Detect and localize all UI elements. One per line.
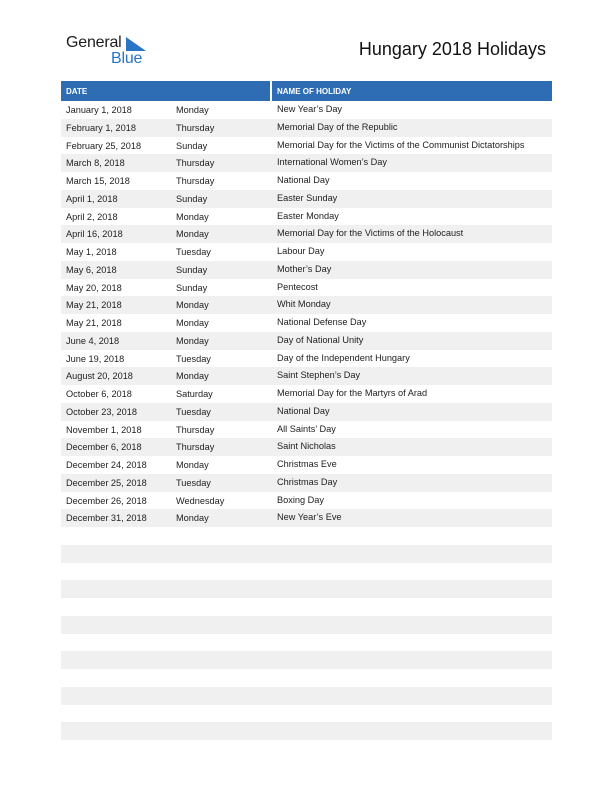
header-divider — [270, 81, 272, 101]
table-row — [61, 421, 552, 439]
holiday-name-cell: National Defense Day — [277, 317, 367, 327]
holiday-name-cell: New Year’s Eve — [277, 512, 342, 523]
table-row — [61, 154, 552, 172]
weekday-cell: Thursday — [176, 158, 215, 169]
table-row — [61, 296, 552, 314]
date-cell: February 1, 2018 — [66, 122, 136, 133]
table-row — [61, 474, 552, 492]
holiday-name-cell: Pentecost — [277, 281, 318, 292]
table-body — [61, 101, 552, 740]
date-cell: June 4, 2018 — [66, 335, 120, 346]
header-holiday-name: NAME OF HOLIDAY — [277, 87, 352, 96]
weekday-cell: Sunday — [176, 264, 208, 275]
table-row — [61, 687, 552, 705]
date-cell: October 6, 2018 — [66, 389, 132, 399]
table-row — [61, 722, 552, 740]
table-row — [61, 580, 552, 598]
date-cell: April 16, 2018 — [66, 229, 123, 240]
holiday-name-cell: All Saints’ Day — [277, 423, 336, 434]
weekday-cell: Monday — [176, 460, 209, 470]
date-cell: May 6, 2018 — [66, 264, 117, 275]
date-cell: November 1, 2018 — [66, 424, 142, 435]
holiday-name-cell: Whit Monday — [277, 299, 331, 310]
holiday-name-cell: Easter Sunday — [277, 192, 338, 203]
table-row — [61, 634, 552, 652]
weekday-cell: Tuesday — [176, 247, 211, 257]
table-row — [61, 705, 552, 723]
weekday-cell: Monday — [176, 513, 209, 524]
logo-general-text: General — [66, 34, 122, 51]
weekday-cell: Sunday — [176, 193, 208, 204]
weekday-cell: Monday — [176, 371, 209, 382]
weekday-cell: Sunday — [176, 282, 208, 293]
table-row — [61, 332, 552, 350]
date-cell: April 1, 2018 — [66, 193, 118, 204]
weekday-cell: Tuesday — [176, 477, 211, 488]
table-row — [61, 101, 552, 119]
table-row — [61, 367, 552, 385]
holiday-name-cell: New Year’s Day — [277, 104, 343, 114]
table-row — [61, 545, 552, 563]
holiday-name-cell: Boxing Day — [277, 494, 324, 505]
holiday-name-cell: Memorial Day of the Republic — [277, 121, 398, 132]
brand-logo — [66, 34, 156, 68]
table-row — [61, 669, 552, 687]
table-header — [61, 81, 552, 101]
table-row — [61, 509, 552, 527]
header-date: DATE — [66, 87, 88, 96]
holiday-name-cell: Memorial Day for the Martyrs of Arad — [277, 388, 428, 398]
weekday-cell: Tuesday — [176, 353, 211, 364]
holiday-table — [61, 81, 552, 740]
date-cell: December 31, 2018 — [66, 513, 147, 524]
date-cell: August 20, 2018 — [66, 371, 133, 382]
table-row — [61, 651, 552, 669]
table-row — [61, 172, 552, 190]
date-cell: June 19, 2018 — [66, 353, 125, 364]
weekday-cell: Monday — [176, 300, 209, 311]
table-row — [61, 492, 552, 510]
weekday-cell: Saturday — [176, 389, 213, 399]
weekday-cell: Thursday — [176, 442, 215, 453]
table-row — [61, 563, 552, 581]
holiday-name-cell: Labour Day — [277, 246, 325, 256]
weekday-cell: Tuesday — [176, 406, 211, 417]
weekday-cell: Wednesday — [176, 495, 225, 506]
table-row — [61, 190, 552, 208]
date-cell: May 1, 2018 — [66, 247, 117, 257]
table-row — [61, 119, 552, 137]
date-cell: December 25, 2018 — [66, 477, 147, 488]
date-cell: May 21, 2018 — [66, 318, 122, 328]
table-row — [61, 403, 552, 421]
date-cell: December 24, 2018 — [66, 460, 147, 470]
weekday-cell: Sunday — [176, 140, 208, 151]
weekday-cell: Monday — [176, 211, 209, 222]
table-row — [61, 350, 552, 368]
holiday-name-cell: Saint Stephen’s Day — [277, 370, 361, 381]
holiday-name-cell: International Women’s Day — [277, 157, 387, 168]
date-cell: March 8, 2018 — [66, 158, 125, 169]
weekday-cell: Thursday — [176, 424, 215, 435]
date-cell: April 2, 2018 — [66, 211, 118, 222]
weekday-cell: Thursday — [176, 122, 215, 133]
table-row — [61, 527, 552, 545]
date-cell: May 21, 2018 — [66, 300, 122, 311]
holiday-name-cell: Saint Nicholas — [277, 441, 336, 452]
holiday-name-cell: Christmas Day — [277, 476, 338, 487]
holiday-name-cell: Memorial Day for the Victims of the Holocaust — [277, 228, 464, 239]
table-row — [61, 208, 552, 226]
table-row — [61, 243, 552, 261]
holiday-name-cell: Easter Monday — [277, 210, 339, 221]
table-row — [61, 225, 552, 243]
logo-triangle-icon — [124, 37, 146, 51]
holiday-name-cell: Day of the Independent Hungary — [277, 352, 410, 363]
holiday-name-cell: Mother’s Day — [277, 263, 332, 274]
holiday-name-cell: National Day — [277, 405, 330, 416]
table-row — [61, 279, 552, 297]
date-cell: March 15, 2018 — [66, 176, 130, 186]
weekday-cell: Monday — [176, 105, 209, 115]
table-row — [61, 385, 552, 403]
weekday-cell: Monday — [176, 318, 209, 328]
date-cell: February 25, 2018 — [66, 140, 142, 151]
table-row — [61, 456, 552, 474]
logo-blue-text: Blue — [111, 50, 143, 67]
page-title: Hungary 2018 Holidays — [358, 39, 546, 59]
table-row — [61, 598, 552, 616]
holiday-name-cell: Memorial Day for the Victims of the Communist Dictatorships — [277, 139, 525, 150]
date-cell: December 26, 2018 — [66, 495, 147, 506]
date-cell: January 1, 2018 — [66, 105, 132, 115]
weekday-cell: Thursday — [176, 176, 215, 186]
holiday-name-cell: Day of National Unity — [277, 334, 364, 345]
table-row — [61, 438, 552, 456]
table-row — [61, 314, 552, 332]
weekday-cell: Monday — [176, 229, 209, 240]
table-row — [61, 137, 552, 155]
holiday-name-cell: Christmas Eve — [277, 459, 337, 469]
date-cell: October 23, 2018 — [66, 406, 137, 417]
table-row — [61, 616, 552, 634]
date-cell: May 20, 2018 — [66, 282, 122, 293]
weekday-cell: Monday — [176, 335, 209, 346]
table-row — [61, 261, 552, 279]
holiday-name-cell: National Day — [277, 175, 330, 185]
date-cell: December 6, 2018 — [66, 442, 142, 453]
